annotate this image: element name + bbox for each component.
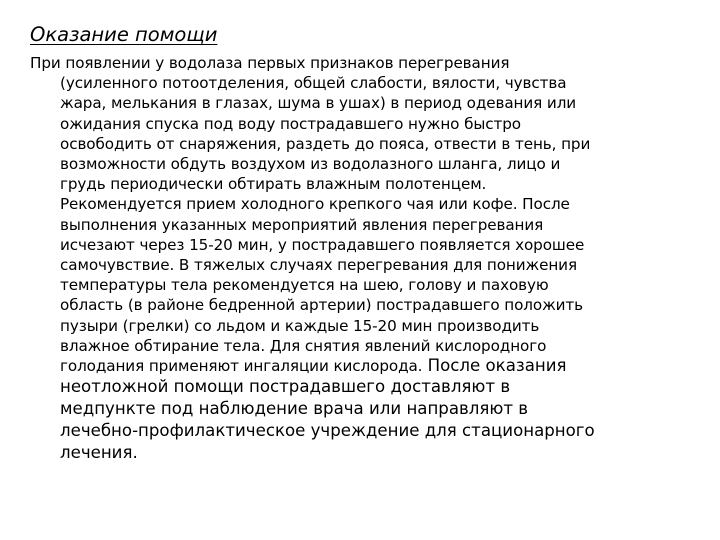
body-line: освободить от снаряжения, раздеть до пояса, отвести в тень, при — [60, 134, 591, 153]
body-line: ожидания спуска под воду пострадавшего нужно быстро — [60, 114, 521, 133]
body-line-mixed — [30, 356, 714, 376]
body-line: (усиленного потоотделения, общей слабости, вялости, чувства — [60, 74, 567, 93]
body-line: жара, мелькания в глазах, шума в ушах) в период одевания или — [60, 94, 577, 113]
body-line: медпункте под наблюдение врача или направляют в — [60, 399, 529, 419]
body-line: выполнения указанных мероприятий явления перегревания — [60, 215, 544, 234]
body-line: При появлении у водолаза первых признаков перегревания — [30, 54, 510, 72]
body-line: пузыри (грелки) со льдом и каждые 15-20 мин производить — [60, 316, 540, 335]
body-text — [30, 53, 714, 464]
body-line: влажное обтирание тела. Для снятия явлений кислородного — [60, 336, 547, 355]
body-line: самочувствие. В тяжелых случаях перегревания для понижения — [60, 256, 577, 275]
body-line: возможности обдуть воздухом из водолазного шланга, лицо и — [60, 155, 561, 174]
body-line: область (в районе бедренной артерии) пострадавшего положить — [60, 296, 584, 315]
body-line-tail: После оказания — [422, 356, 567, 376]
body-line: неотложной помощи пострадавшего доставляют в — [60, 377, 511, 397]
body-line: лечебно-профилактическое учреждение для стационарного — [60, 421, 595, 441]
body-line: температуры тела рекомендуется на шею, голову и паховую — [60, 276, 549, 295]
body-line: Рекомендуется прием холодного крепкого чая или кофе. После — [60, 195, 570, 214]
body-line-start: голодания применяют ингаляции кислорода. — [60, 357, 423, 376]
body-line: исчезают через 15-20 мин, у пострадавшего появляется хорошее — [60, 235, 585, 254]
slide-title: Оказание помощи — [30, 23, 218, 46]
body-line: лечения. — [60, 443, 138, 463]
body-line: грудь периодически обтирать влажным полотенцем. — [60, 175, 487, 194]
